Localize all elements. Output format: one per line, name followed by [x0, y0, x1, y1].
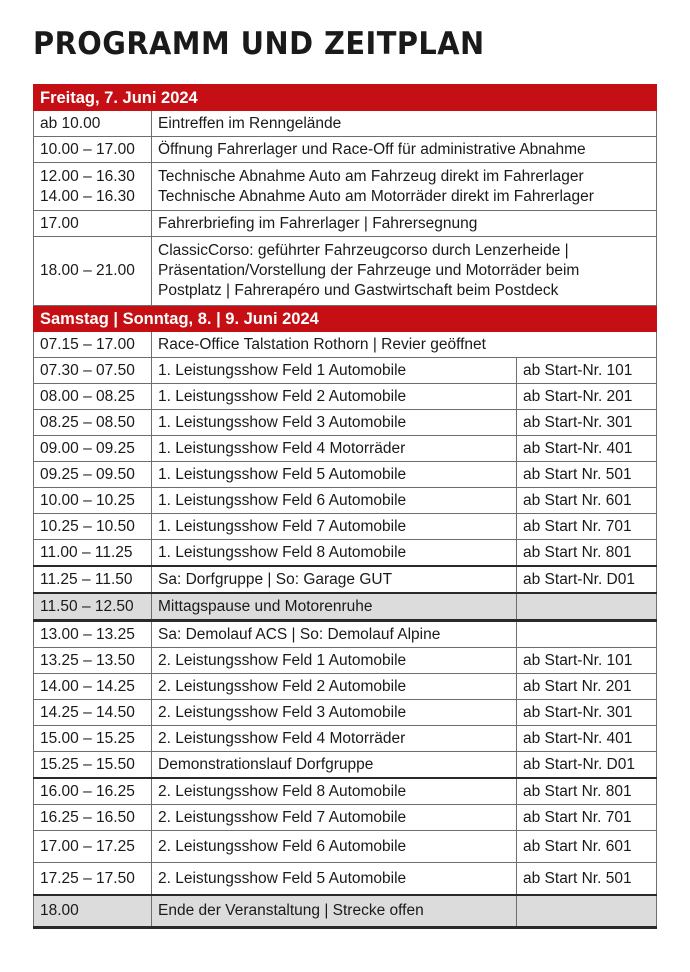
table-row [34, 410, 657, 436]
event-cell: 2. Leistungsshow Feld 3 Automobile [152, 700, 517, 726]
time-cell: 16.25 – 16.50 [34, 805, 152, 831]
table-row [34, 700, 657, 726]
start-number-cell: ab Start Nr. 201 [517, 674, 657, 700]
time-cell: 08.25 – 08.50 [34, 410, 152, 436]
time-cell: 10.00 – 17.00 [34, 137, 152, 163]
event-cell: Demonstrationslauf Dorfgruppe [152, 752, 517, 779]
start-number-cell [517, 895, 657, 928]
start-number-cell: ab Start Nr. 501 [517, 863, 657, 896]
day-header-label: Samstag | Sonntag, 8. | 9. Juni 2024 [34, 306, 657, 332]
start-number-cell [517, 621, 657, 648]
event-cell: 2. Leistungsshow Feld 1 Automobile [152, 648, 517, 674]
time-cell: 17.00 [34, 211, 152, 237]
table-row [34, 488, 657, 514]
time-cell: 18.00 [34, 895, 152, 928]
start-number-cell: ab Start Nr. 801 [517, 778, 657, 805]
start-number-cell: ab Start-Nr. 101 [517, 648, 657, 674]
event-cell: 1. Leistungsshow Feld 6 Automobile [152, 488, 517, 514]
page-title: PROGRAMM UND ZEITPLAN [33, 26, 485, 62]
table-row [34, 648, 657, 674]
time-cell: 11.50 – 12.50 [34, 593, 152, 621]
time-cell: 15.00 – 15.25 [34, 726, 152, 752]
time-cell: 11.25 – 11.50 [34, 566, 152, 593]
event-cell [152, 163, 657, 211]
table-row [34, 237, 657, 306]
event-cell: 1. Leistungsshow Feld 5 Automobile [152, 462, 517, 488]
event-cell: 2. Leistungsshow Feld 7 Automobile [152, 805, 517, 831]
start-number-cell: ab Start-Nr. 301 [517, 410, 657, 436]
table-row [34, 384, 657, 410]
time-cell [34, 163, 152, 211]
table-row [34, 211, 657, 237]
start-number-cell: ab Start Nr. 501 [517, 462, 657, 488]
start-number-cell: ab Start-Nr. 101 [517, 358, 657, 384]
event-line: ClassicCorso: geführter Fahrzeugcorso durch Lenzerheide | [158, 242, 569, 259]
event-cell: Mittagspause und Motorenruhe [152, 593, 517, 621]
event-line: Präsentation/Vorstellung der Fahrzeuge und Motorräder beim [158, 262, 580, 279]
start-number-cell: ab Start Nr. 701 [517, 514, 657, 540]
event-cell: Race-Office Talstation Rothorn | Revier geöffnet [152, 332, 657, 358]
table-row [34, 462, 657, 488]
table-row [34, 805, 657, 831]
table-row [34, 163, 657, 211]
time-cell: 09.25 – 09.50 [34, 462, 152, 488]
table-row [34, 674, 657, 700]
event-cell [152, 237, 657, 306]
table-row [34, 514, 657, 540]
day-header-weekend [34, 306, 657, 332]
table-row [34, 621, 657, 648]
start-number-cell: ab Start Nr. 801 [517, 540, 657, 567]
time-cell: 15.25 – 15.50 [34, 752, 152, 779]
event-cell: 2. Leistungsshow Feld 6 Automobile [152, 831, 517, 863]
start-number-cell [517, 593, 657, 621]
event-cell: Eintreffen im Renngelände [152, 111, 657, 137]
table-row [34, 540, 657, 567]
time-cell: 07.15 – 17.00 [34, 332, 152, 358]
event-cell: Sa: Demolauf ACS | So: Demolauf Alpine [152, 621, 517, 648]
start-number-cell: ab Start Nr. 701 [517, 805, 657, 831]
event-cell: Sa: Dorfgruppe | So: Garage GUT [152, 566, 517, 593]
event-cell: 1. Leistungsshow Feld 1 Automobile [152, 358, 517, 384]
table-row [34, 111, 657, 137]
time-line: 14.00 – 16.30 [40, 187, 135, 205]
event-line: Postplatz | Fahrerapéro und Gastwirtschaft beim Postdeck [158, 282, 559, 299]
table-row [34, 137, 657, 163]
time-cell: 17.25 – 17.50 [34, 863, 152, 896]
event-cell: 1. Leistungsshow Feld 4 Motorräder [152, 436, 517, 462]
start-number-cell: ab Start-Nr. D01 [517, 752, 657, 779]
table-row-lunch-break [34, 593, 657, 621]
day-header-label: Freitag, 7. Juni 2024 [34, 85, 657, 111]
time-cell: 08.00 – 08.25 [34, 384, 152, 410]
table-row [34, 863, 657, 896]
time-cell: 13.00 – 13.25 [34, 621, 152, 648]
event-cell: 2. Leistungsshow Feld 8 Automobile [152, 778, 517, 805]
event-cell: 1. Leistungsshow Feld 7 Automobile [152, 514, 517, 540]
event-cell: 2. Leistungsshow Feld 2 Automobile [152, 674, 517, 700]
time-cell: 16.00 – 16.25 [34, 778, 152, 805]
start-number-cell: ab Start-Nr. 301 [517, 700, 657, 726]
time-cell: 09.00 – 09.25 [34, 436, 152, 462]
time-line: 12.00 – 16.30 [40, 167, 135, 185]
time-cell: 14.25 – 14.50 [34, 700, 152, 726]
event-cell: Ende der Veranstaltung | Strecke offen [152, 895, 517, 928]
time-cell: 11.00 – 11.25 [34, 540, 152, 567]
time-cell: 18.00 – 21.00 [34, 237, 152, 306]
start-number-cell: ab Start Nr. 601 [517, 831, 657, 863]
day-header-friday [34, 85, 657, 111]
time-cell: ab 10.00 [34, 111, 152, 137]
time-cell: 07.30 – 07.50 [34, 358, 152, 384]
table-row [34, 436, 657, 462]
event-cell: 2. Leistungsshow Feld 4 Motorräder [152, 726, 517, 752]
event-cell: 2. Leistungsshow Feld 5 Automobile [152, 863, 517, 896]
event-line: Technische Abnahme Auto am Motorräder direkt im Fahrerlager [158, 187, 594, 205]
event-cell: Öffnung Fahrerlager und Race-Off für administrative Abnahme [152, 137, 657, 163]
table-row [34, 566, 657, 593]
table-row-end [34, 895, 657, 928]
time-cell: 17.00 – 17.25 [34, 831, 152, 863]
event-cell: 1. Leistungsshow Feld 2 Automobile [152, 384, 517, 410]
table-row [34, 358, 657, 384]
start-number-cell: ab Start-Nr. D01 [517, 566, 657, 593]
start-number-cell: ab Start-Nr. 401 [517, 726, 657, 752]
start-number-cell: ab Start-Nr. 201 [517, 384, 657, 410]
event-line: Technische Abnahme Auto am Fahrzeug direkt im Fahrerlager [158, 167, 584, 185]
schedule-table [33, 84, 657, 929]
table-row [34, 726, 657, 752]
time-cell: 14.00 – 14.25 [34, 674, 152, 700]
table-row [34, 831, 657, 863]
table-row [34, 752, 657, 779]
start-number-cell: ab Start-Nr. 401 [517, 436, 657, 462]
event-cell: 1. Leistungsshow Feld 8 Automobile [152, 540, 517, 567]
start-number-cell: ab Start Nr. 601 [517, 488, 657, 514]
time-cell: 13.25 – 13.50 [34, 648, 152, 674]
event-cell: 1. Leistungsshow Feld 3 Automobile [152, 410, 517, 436]
event-cell: Fahrerbriefing im Fahrerlager | Fahrersegnung [152, 211, 657, 237]
table-row [34, 332, 657, 358]
time-cell: 10.25 – 10.50 [34, 514, 152, 540]
table-row [34, 778, 657, 805]
time-cell: 10.00 – 10.25 [34, 488, 152, 514]
